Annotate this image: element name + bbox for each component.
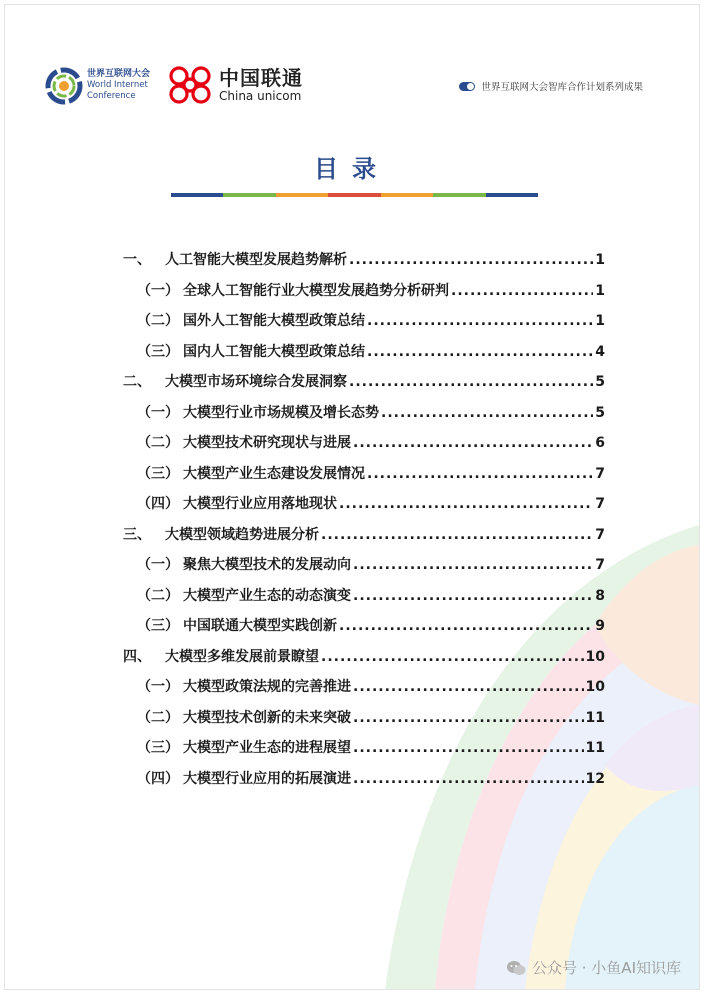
toc-entry[interactable] [123,585,605,616]
toc-entry-number: 一、 [123,252,151,268]
table-of-contents [123,249,605,798]
toc-dot-leader [353,435,593,451]
toc-dot-leader [451,283,593,299]
toc-entry[interactable] [123,768,605,799]
wic-logo-text [87,69,150,102]
toc-dot-leader [353,557,593,573]
toc-entry-label: 大模型领域趋势进展分析 [165,526,319,543]
toc-entry-label: 大模型产业生态的动态演变 [183,587,351,604]
toc-entry[interactable] [123,737,605,768]
toc-entry-label: 大模型市场环境综合发展洞察 [165,374,347,390]
wic-name-en-1: World Internet [87,80,148,90]
toc-entry-page: 7 [595,465,605,482]
toc-entry-page: 7 [595,496,605,512]
toc-dot-leader [353,679,584,695]
toc-entry[interactable] [123,402,605,433]
toc-entry-page: 1 [595,282,605,299]
page-title: 目录 [314,155,390,183]
toc-entry-page: 5 [595,374,605,390]
title-bar-segment [381,193,433,197]
toc-entry-number: （一） [137,282,179,299]
toc-dot-leader [353,771,584,787]
toc-entry-number: （三） [137,618,179,634]
title-bar-segment [276,193,328,197]
toc-entry-label: 大模型政策法规的完善推进 [183,679,351,695]
toc-dot-leader [353,710,584,726]
toc-entry-number: （三） [137,465,179,482]
toc-entry-page: 1 [595,252,605,268]
toc-dot-leader [353,740,584,756]
toc-entry-label: 大模型产业生态的进程展望 [183,740,351,756]
toc-dot-leader [321,649,584,665]
cu-name-en: China unicom [219,89,302,103]
toc-entry[interactable] [123,310,605,341]
toc-entry-page: 11 [585,709,605,726]
toc-entry[interactable] [123,615,605,646]
toc-entry-number: （二） [137,587,179,604]
toc-entry-number: （一） [137,679,179,695]
toc-entry-label: 大模型行业应用落地现状 [183,496,337,512]
toc-dot-leader [339,496,593,512]
toc-entry[interactable] [123,493,605,524]
toc-entry-number: （二） [137,313,179,329]
toc-entry-number: （三） [137,343,179,360]
toc-entry-number: （四） [137,496,179,512]
toc-entry-page: 9 [595,618,605,634]
toc-entry-label: 大模型技术研究现状与进展 [183,435,351,451]
toc-entry[interactable] [123,249,605,280]
toc-entry[interactable] [123,676,605,707]
watermark [506,957,681,978]
title-bar-segment [486,193,538,197]
toc-entry[interactable] [123,341,605,372]
toc-entry[interactable] [123,371,605,402]
toc-entry-label: 人工智能大模型发展趋势解析 [165,252,347,268]
toc-entry-number: 四、 [123,648,151,665]
toc-dot-leader [321,527,593,543]
toc-dot-leader [349,252,593,268]
toc-entry-number: 三、 [123,526,151,543]
toc-entry-label: 中国联通大模型实践创新 [183,618,337,634]
toc-entry-number: （二） [137,709,179,726]
toc-entry-label: 大模型技术创新的未来突破 [183,709,351,726]
china-unicom-logo-icon [165,63,215,107]
title-bar-segment [171,193,223,197]
toc-entry-page: 10 [585,648,605,665]
toc-entry-page: 1 [595,313,605,329]
watermark-text: 公众号 · 小鱼AI知识库 [532,959,681,977]
toc-entry-page: 5 [595,404,605,421]
toc-entry-page: 11 [585,740,605,756]
toc-entry-label: 聚焦大模型技术的发展动向 [183,557,351,573]
series-label-text: 世界互联网大会智库合作计划系列成果 [481,82,643,93]
toc-entry-page: 8 [595,587,605,604]
toc-entry-number: （四） [137,770,179,787]
toc-entry-number: （一） [137,404,179,421]
toc-dot-leader [367,466,593,482]
title-bar-segment [433,193,485,197]
toc-entry-page: 6 [595,435,605,451]
china-unicom-logo-text [219,67,303,103]
toc-entry-page: 12 [585,770,605,787]
toc-entry[interactable] [123,524,605,555]
toc-entry[interactable] [123,280,605,311]
toc-entry-number: （三） [137,740,179,756]
toc-entry-page: 4 [595,343,605,360]
toc-dot-leader [367,313,593,329]
title-bar-segment [328,193,380,197]
toc-entry-page: 7 [595,557,605,573]
toc-entry-page: 10 [585,679,605,695]
toc-entry-label: 国内人工智能大模型政策总结 [183,343,365,360]
cu-name-cn: 中国联通 [219,66,303,90]
toc-entry-label: 大模型产业生态建设发展情况 [183,465,365,482]
toc-dot-leader [353,588,593,604]
toc-entry-label: 大模型多维发展前景瞭望 [165,648,319,665]
toc-dot-leader [339,618,593,634]
toc-entry-label: 全球人工智能行业大模型发展趋势分析研判 [183,282,449,299]
toc-dot-leader [381,405,593,421]
toc-entry-number: （一） [137,557,179,573]
series-label [459,79,643,93]
toc-entry-label: 大模型行业市场规模及增长态势 [183,404,379,421]
wic-name-en-2: Conference [87,91,136,101]
toggle-icon [459,82,475,91]
document-page [4,4,700,990]
toc-entry-number: （二） [137,435,179,451]
toc-dot-leader [349,374,593,390]
toc-entry-label: 国外人工智能大模型政策总结 [183,313,365,329]
toc-dot-leader [367,344,593,360]
toc-entry[interactable] [123,707,605,738]
title-underline-bar [171,193,538,197]
toc-entry-label: 大模型行业应用的拓展演进 [183,770,351,787]
toc-entry[interactable] [123,432,605,463]
toc-entry-page: 7 [595,526,605,543]
world-internet-conference-logo-icon [45,63,83,109]
toc-entry[interactable] [123,554,605,585]
wic-name-cn: 世界互联网大会 [87,69,151,79]
title-bar-segment [223,193,275,197]
toc-entry[interactable] [123,463,605,494]
wechat-icon [506,960,526,976]
toc-entry-number: 二、 [123,374,151,390]
toc-entry[interactable] [123,646,605,677]
